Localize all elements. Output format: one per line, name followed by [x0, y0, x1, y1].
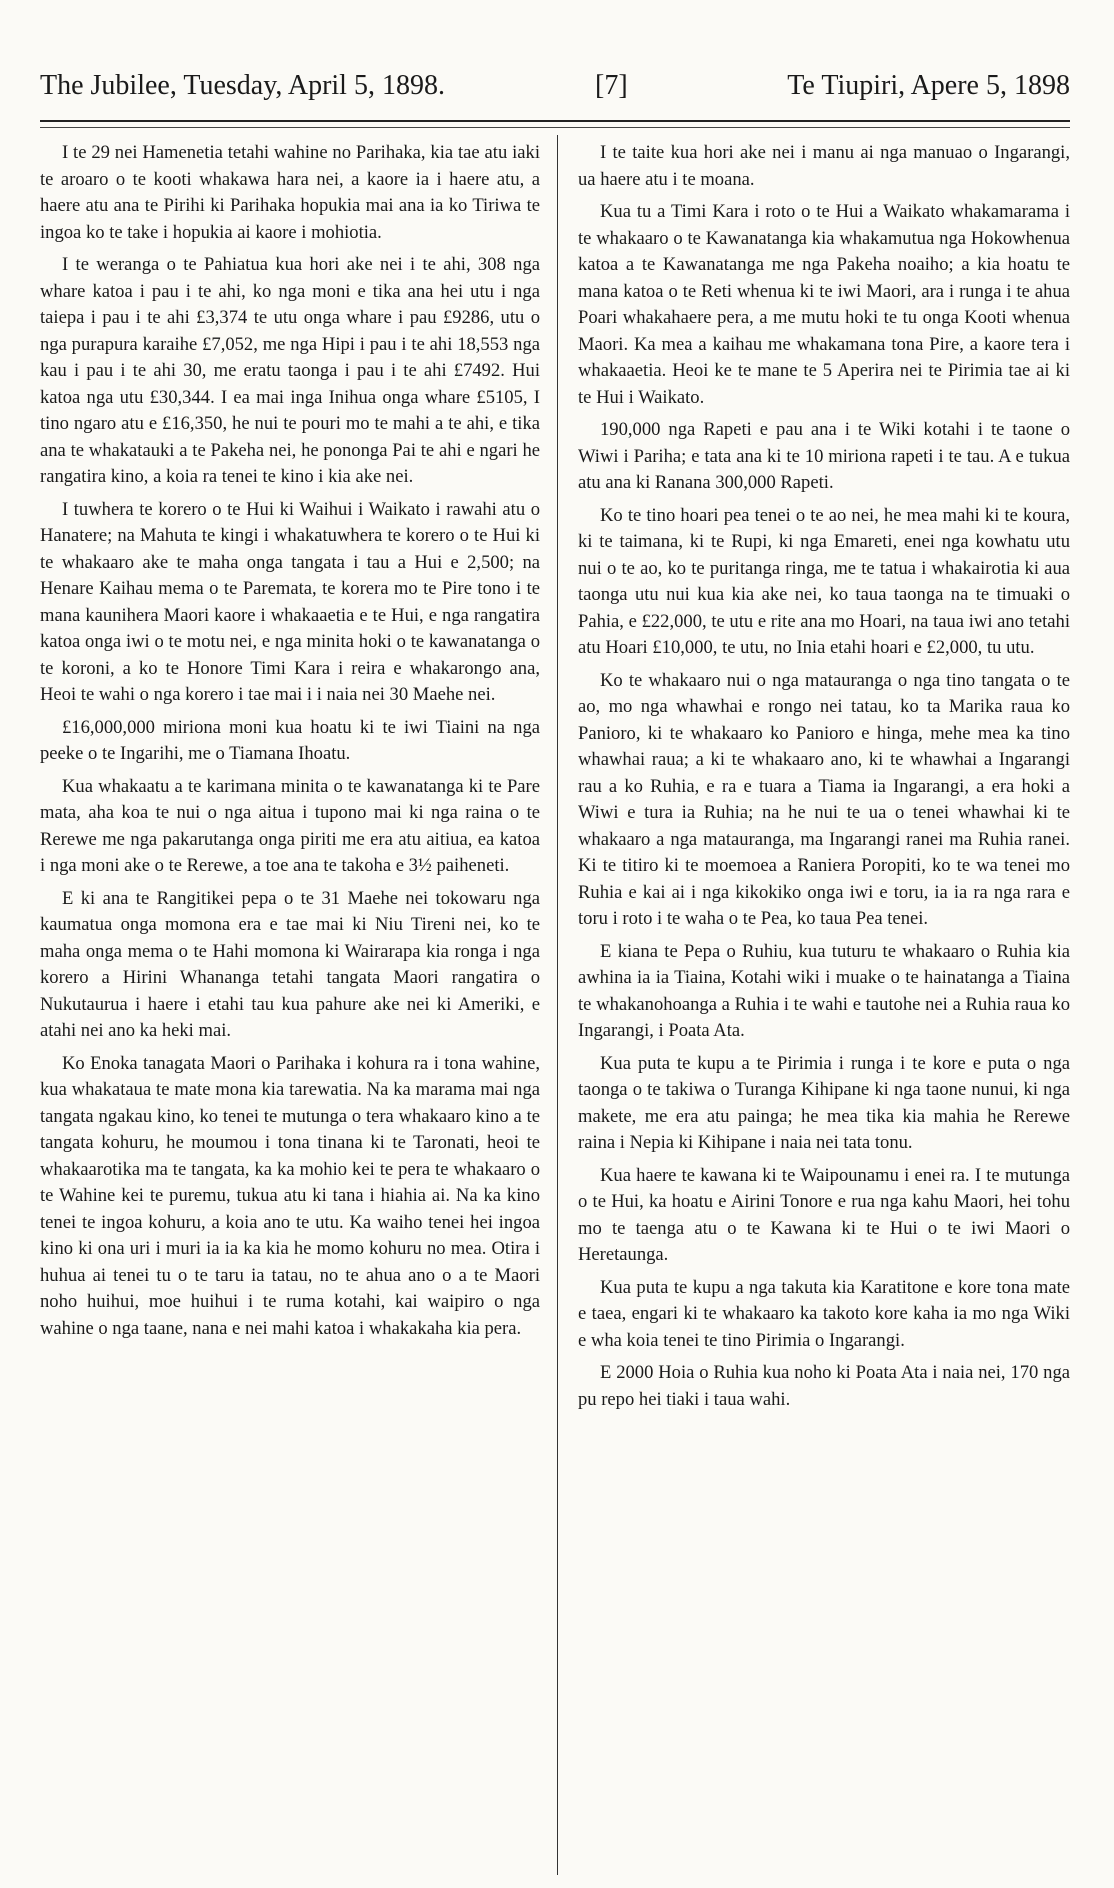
article-paragraph: Kua puta te kupu a nga takuta kia Karatitone e kore tona mate e taea, engari ki te whakaaro ka takoto kore kaha ia mo nga Wiki e wha koia tenei te tino Pirimia o Ingarangi. — [578, 1276, 1070, 1351]
article-paragraph: I tuwhera te korero o te Hui ki Waihui i Waikato i rawahi atu o Hanatere; na Mahuta te kingi i whakatuwhera te korero o te Hui ki te whakaaro ake te maha onga tangata i tau a Hui e 2,500; na Henare Kaihau mema o te Paremata, te korera mo te Pire tono i te mana kaunihera Maori kaore i whakaaetia e te Hui, e nga rangatira katoa onga iwi o te motu nei, e nga minita hoki o te kawanatanga o te koroni, a ko te Honore Timi Kara i reira e whakarongo ana, Heoi te wahi o nga korero i tae mai i i naia nei 30 Maehe nei. — [40, 498, 540, 705]
article-paragraph: Kua puta te kupu a te Pirimia i runga i te kore e puta o nga taonga o te takiwa o Turanga Kihipane ki nga taone nunui, ki nga makete, me era atu painga; he mea tika kia mahia he Rerewe raina i Nepia ki Kihipane i naia nei tata tonu. — [578, 1052, 1070, 1153]
header-rule-thin — [40, 127, 1070, 128]
right-column — [578, 140, 1070, 1419]
article-paragraph: Ko te tino hoari pea tenei o te ao nei, he mea mahi ki te koura, ki te taimana, ki te Rupi, ki nga Emareti, enei nga kowhatu utu nui o te ao, ko te puritanga ringa, me te tatua i whakairotia ki aua taonga utu nui kua kia ake nei, ko taua taonga na te timuaki o Pahia, e £22,000, te utu e rite ana mo Hoari, na taua iwi ano tetahi atu Hoari £10,000, te utu, no Inia etahi hoari e £2,000, tu utu. — [578, 504, 1070, 658]
article-paragraph: Kua tu a Timi Kara i roto o te Hui a Waikato whakamarama i te whakaaro o te Kawanatanga kia whakamutua nga Hokowhenua katoa a te Kawanatanga me nga Pakeha noaiho; a kia hoatu te mana katoa o te Reti whenua ki te iwi Maori, ara i runga i te ahua Poari whakahaere pera, a me mutu hoki te tu onga Kooti whenua Maori. Ka mea a kaihau me whakamana tona Pire, a kaore tera i whakaaetia. Heoi ke te mane te 5 Aperira nei te Pirimia tae ai ki te Hui i Waikato. — [578, 201, 1070, 408]
left-column — [40, 140, 540, 1348]
header-rule-thick — [40, 120, 1070, 122]
article-paragraph: Ko Enoka tanagata Maori o Parihaka i kohura ra i tona wahine, kua whakataua te mate mona kia tarewatia. Na ka marama mai nga tangata ngakau kino, ko tenei te mutunga o tera whakaaro kino a te tangata kohuru, he moumou i tona tinana ki te Taronati, heoi te whakaarotika ma te tangata, ka ka mohio kei te pera te whakaaro o te Wahine kei te puremu, tukua atu ki tana i hiahia ai. Na ka kino tenei te ingoa kohuru, a koia ano te utu. Ka waiho tenei hei ingoa kino ki ona uri i muri ia ia ka kia he momo kohuru no mea. Otira i huhua ai tenei tu o te taru ia tatau, no te ahua ano o a te Maori noho huihui, moe huihui i te ruma kotahi, kai waipiro o nga wahine o nga taane, nana e nei mahi katoa i whakakaha kia pera. — [40, 1052, 540, 1339]
page-number: [7] — [595, 70, 628, 101]
article-paragraph: I te taite kua hori ake nei i manu ai nga manuao o Ingarangi, ua haere atu i te moana. — [578, 142, 1070, 190]
article-paragraph: I te weranga o te Pahiatua kua hori ake nei i te ahi, 308 nga whare katoa i pau i te ahi, ko nga moni e tika ana hei utu i nga taiepa i pau i te ahi £3,374 te utu onga whare i pau £9286, utu o nga purapura karaihe £7,052, me nga Hipi i pau i te ahi 18,553 nga kau i pau i te ahi 30, me eratu taonga i pau i te ahi £7492. Hui katoa nga utu £30,344. I ea mai inga Inihua onga whare £5105, I tino ngaro atu e £16,350, he nui te pouri mo te mahi a te ahi, e tika ana te whakatauki a te Pakeha nei, he pononga Pai te ahi e ngari he rangatira kino, a koia ra tenei te kino i kia ake nei. — [40, 254, 540, 487]
column-divider — [557, 135, 558, 1875]
article-paragraph: Kua whakaatu a te karimana minita o te kawanatanga ki te Pare mata, aha koa te nui o nga aitua i tupono mai ki nga raina o te Rerewe me nga pakarutanga onga piriti me era atu aitiua, ea katoa i nga moni ake o te Rerewe, a toe ana te takoha e 3½ paiheneti. — [40, 775, 540, 876]
page-header — [40, 70, 1070, 118]
article-paragraph: E ki ana te Rangitikei pepa o te 31 Maehe nei tokowaru nga kaumatua onga momona era e tae mai ki Niu Tireni nei, ko te maha onga mema o te Hahi momona ki Wairarapa kia ronga i nga korero a Hirini Whananga tetahi tangata Maori rangatira o Nukutaurua i haere i etahi tau kua pahure ake nei ki Ameriki, e atahi nei ano ka heki mai. — [40, 887, 540, 1041]
article-paragraph: 190,000 nga Rapeti e pau ana i te Wiki kotahi i te taone o Wiwi i Pariha; e tata ana ki te 10 miriona rapeti i te tau. A e tukua atu ana ki Ranana 300,000 Rapeti. — [578, 419, 1070, 493]
header-maori-title: Te Tiupiri, Apere 5, 1898 — [787, 70, 1070, 101]
article-paragraph: Kua haere te kawana ki te Waipounamu i enei ra. I te mutunga o te Hui, ka hoatu e Airini Tonore e rua nga kahu Maori, hei tohu mo te taenga atu o te Kawana ki te Hui o te iwi Maori o Heretaunga. — [578, 1164, 1070, 1265]
article-paragraph: I te 29 nei Hamenetia tetahi wahine no Parihaka, kia tae atu iaki te aroaro o te kooti whakawa hara nei, a kaore ia i haere atu, a haere atu ana te Pirihi ki Parihaka hopukia mai ana ia ko Tiriwa te ingoa ko te take i hopukia ai kaore i mohiotia. — [40, 142, 540, 243]
article-paragraph: Ko te whakaaro nui o nga matauranga o nga tino tangata o te ao, mo nga whawhai e rongo nei tatau, ko ta Marika raua ko Panioro, ki te whakaaro ko Panioro e hinga, mehe mea ka tino whawhai raua; a ki te whakaaro ano, ki te whawhai a Ingarangi rau a ko Ruhia, e ra e tuara a Tiama ia Ingarangi, a era hoki a Wiwi e tura ia Ruhia; na he nui te ua o tenei whawhai ki te whakaaro a nga matauranga, ma Ingarangi ranei ma Ruhia ranei. Ki te titiro ki te moemoea a Raniera Poropiti, ko te wa tenei mo Ruhia e kai ai i nga kikokiko onga iwi e toru, ia ia ra nga rara e toru i roto i te waha o te Pea, ko taua Pea tenei. — [578, 669, 1070, 929]
article-paragraph: E kiana te Pepa o Ruhiu, kua tuturu te whakaaro o Ruhia kia awhina ia ia Tiaina, Kotahi wiki i muake o te hainatanga a Tiaina te whakanohoanga a Ruhia i te wahi e tautohe nei a Ruhia raua ko Ingarangi, i Poata Ata. — [578, 940, 1070, 1041]
article-paragraph: £16,000,000 miriona moni kua hoatu ki te iwi Tiaini na nga peeke o te Ingarihi, me o Tiamana Ihoatu. — [40, 716, 540, 764]
article-paragraph: E 2000 Hoia o Ruhia kua noho ki Poata Ata i naia nei, 170 nga pu repo hei tiaki i taua wahi. — [578, 1362, 1070, 1410]
header-english-title: The Jubilee, Tuesday, April 5, 1898. — [40, 70, 445, 101]
